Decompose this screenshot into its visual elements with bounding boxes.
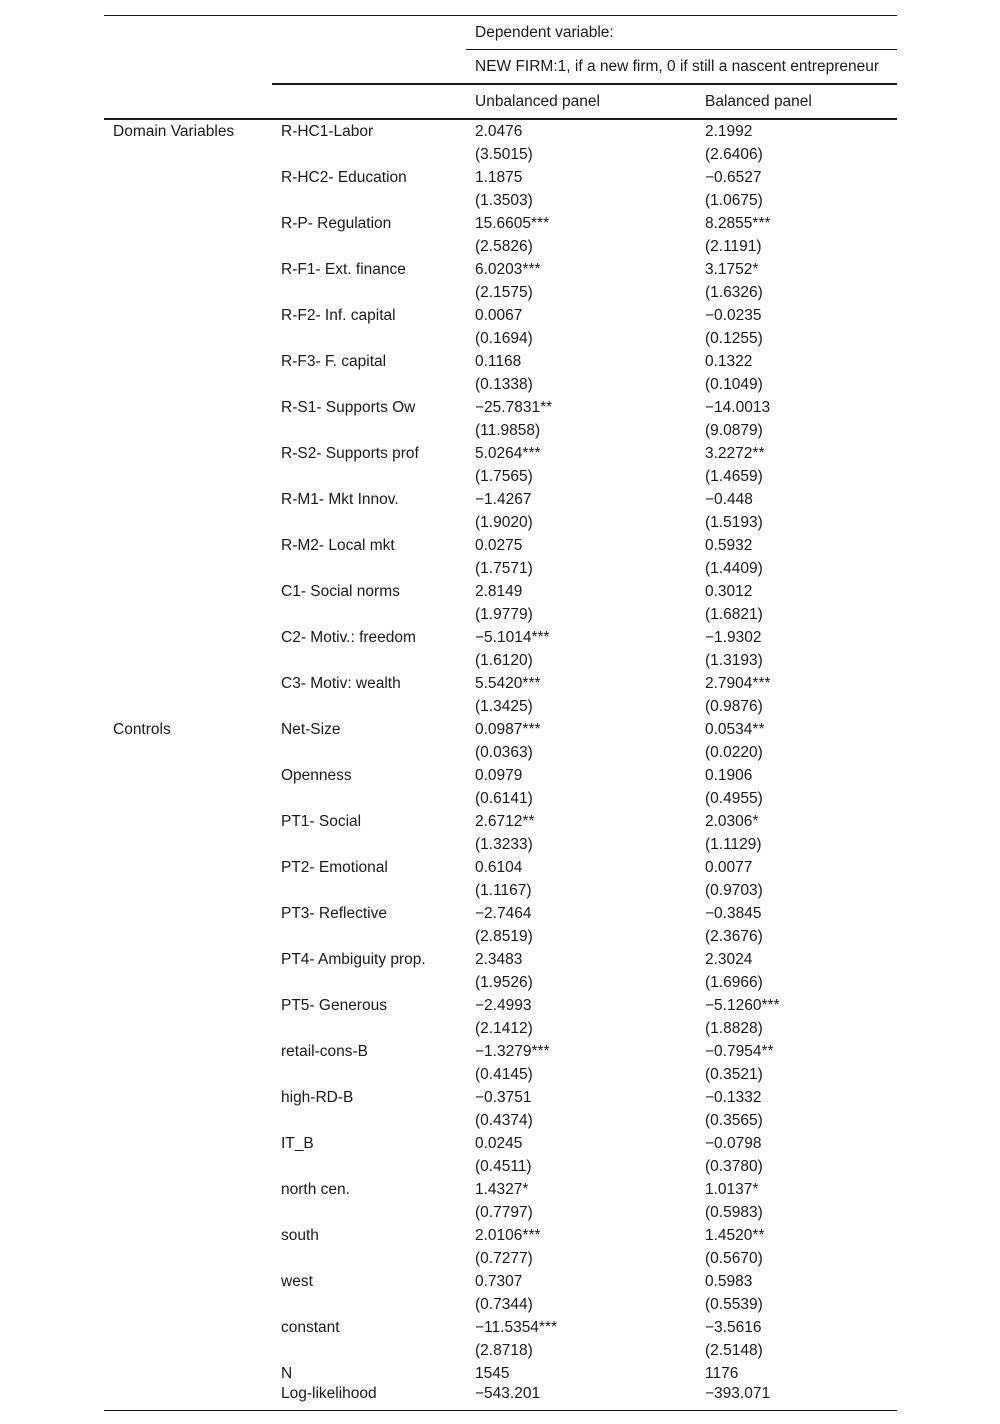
table-row: [104, 994, 897, 1017]
cell-unbalanced: (0.6141): [475, 789, 533, 807]
row-group-label: [104, 1247, 272, 1270]
row-variable-name: R-F3- F. capital: [281, 352, 387, 370]
table-row: [104, 281, 897, 304]
table-row: [104, 442, 897, 465]
dependent-variable-label: Dependent variable:: [466, 16, 897, 50]
table-row: [104, 327, 897, 350]
cell-balanced: −393.071: [696, 1385, 897, 1411]
cell-balanced: 0.3012: [705, 582, 753, 600]
cell-balanced: (0.1049): [705, 375, 763, 393]
cell-unbalanced: −1.4267: [475, 490, 532, 508]
row-group-label: [104, 258, 272, 281]
table-row: [104, 119, 897, 143]
cell-unbalanced: 6.0203***: [475, 260, 541, 278]
header-row-dependent-desc: [104, 50, 897, 85]
table-row: [104, 1132, 897, 1155]
cell-balanced: (1.6821): [705, 605, 763, 623]
table-row: [104, 557, 897, 580]
table-row: [104, 879, 897, 902]
row-group-label: [104, 166, 272, 189]
cell-balanced: (9.0879): [705, 421, 763, 439]
row-variable-name: [272, 971, 466, 994]
cell-balanced: 0.5983: [705, 1272, 753, 1290]
cell-unbalanced: (1.6120): [475, 651, 533, 669]
row-variable-name: retail-cons-B: [281, 1042, 368, 1060]
row-group-label: [104, 833, 272, 856]
row-group-label: [104, 1132, 272, 1155]
table-row: [104, 626, 897, 649]
row-variable-name: [272, 143, 466, 166]
cell-balanced: (0.1255): [705, 329, 763, 347]
table-row: [104, 1178, 897, 1201]
cell-balanced: (0.4955): [705, 789, 763, 807]
cell-balanced: −0.7954**: [705, 1042, 774, 1060]
row-variable-name: high-RD-B: [281, 1088, 354, 1106]
cell-unbalanced: −11.5354***: [475, 1318, 558, 1336]
row-variable-name: west: [281, 1272, 313, 1290]
cell-balanced: (1.0675): [705, 191, 763, 209]
table-row: [104, 902, 897, 925]
row-variable-name: [272, 1017, 466, 1040]
cell-unbalanced: (3.5015): [475, 145, 533, 163]
row-group-label: [104, 419, 272, 442]
cell-unbalanced: (1.7571): [475, 559, 533, 577]
table-row: [104, 1270, 897, 1293]
row-variable-name: R-P- Regulation: [281, 214, 392, 232]
row-variable-name: [272, 511, 466, 534]
cell-balanced: 0.1906: [705, 766, 753, 784]
row-group-label: [104, 1178, 272, 1201]
table-row: [104, 396, 897, 419]
cell-unbalanced: 15.6605***: [475, 214, 550, 232]
table-row: [104, 1017, 897, 1040]
row-variable-name: [272, 1201, 466, 1224]
header-empty-cell: [272, 84, 466, 119]
row-variable-name: [272, 879, 466, 902]
cell-balanced: 1.4520**: [705, 1226, 765, 1244]
row-group-label: [104, 1201, 272, 1224]
cell-balanced: (1.5193): [705, 513, 763, 531]
cell-unbalanced: (11.9858): [475, 421, 541, 439]
cell-unbalanced: 5.0264***: [475, 444, 541, 462]
header-row-dependent-label: [104, 16, 897, 50]
column-header-balanced: Balanced panel: [696, 84, 897, 119]
cell-balanced: (0.9703): [705, 881, 763, 899]
header-empty-cell: [104, 50, 272, 85]
row-variable-name: [272, 327, 466, 350]
row-variable-name: PT2- Emotional: [281, 858, 388, 876]
cell-unbalanced: 0.7307: [475, 1272, 523, 1290]
row-variable-name: [272, 419, 466, 442]
row-variable-name: C1- Social norms: [281, 582, 400, 600]
row-group-label: Domain Variables: [113, 122, 235, 140]
cell-balanced: −0.0798: [705, 1134, 762, 1152]
cell-unbalanced: 5.5420***: [475, 674, 541, 692]
row-group-label: [104, 672, 272, 695]
cell-unbalanced: (1.9526): [475, 973, 533, 991]
row-variable-name: Net-Size: [281, 720, 341, 738]
table-row: [104, 856, 897, 879]
cell-unbalanced: 2.3483: [475, 950, 523, 968]
row-group-label: [104, 1017, 272, 1040]
cell-unbalanced: 2.0476: [475, 122, 523, 140]
cell-unbalanced: (1.9779): [475, 605, 533, 623]
cell-balanced: −0.1332: [705, 1088, 762, 1106]
table-row: [104, 1155, 897, 1178]
cell-balanced: −0.3845: [705, 904, 762, 922]
row-group-label: [104, 373, 272, 396]
row-group-label: [104, 580, 272, 603]
table-row: [104, 511, 897, 534]
table-row: [104, 810, 897, 833]
row-group-label: [104, 810, 272, 833]
cell-unbalanced: (1.3425): [475, 697, 533, 715]
row-variable-name: [272, 741, 466, 764]
row-variable-name: [272, 189, 466, 212]
cell-balanced: 1.0137*: [705, 1180, 759, 1198]
row-variable-name: Log-likelihood: [272, 1385, 466, 1411]
cell-unbalanced: (1.7565): [475, 467, 533, 485]
cell-balanced: 0.0534**: [705, 720, 765, 738]
row-group-label: [104, 1293, 272, 1316]
row-group-label: [104, 143, 272, 166]
row-variable-name: N: [281, 1364, 293, 1382]
row-group-label: [104, 511, 272, 534]
cell-unbalanced: (2.8519): [475, 927, 533, 945]
table-row: [104, 488, 897, 511]
cell-balanced: (0.5539): [705, 1295, 763, 1313]
table-row: [104, 419, 897, 442]
cell-unbalanced: (1.3233): [475, 835, 533, 853]
table-row: [104, 672, 897, 695]
row-variable-name: PT1- Social: [281, 812, 362, 830]
row-variable-name: [272, 465, 466, 488]
cell-balanced: 2.3024: [705, 950, 753, 968]
table-row: [104, 1247, 897, 1270]
row-variable-name: constant: [281, 1318, 340, 1336]
table-row: [104, 304, 897, 327]
row-variable-name: PT5- Generous: [281, 996, 387, 1014]
row-variable-name: [272, 281, 466, 304]
row-variable-name: [272, 1109, 466, 1132]
cell-balanced: (2.6406): [705, 145, 763, 163]
cell-balanced: (1.3193): [705, 651, 763, 669]
cell-balanced: −0.448: [705, 490, 753, 508]
cell-unbalanced: −1.3279***: [475, 1042, 550, 1060]
row-group-label: Controls: [113, 720, 171, 738]
cell-unbalanced: −2.4993: [475, 996, 532, 1014]
table-row: [104, 1224, 897, 1247]
row-group-label: [104, 994, 272, 1017]
cell-balanced: (1.6326): [705, 283, 763, 301]
row-variable-name: [272, 603, 466, 626]
row-variable-name: [272, 1063, 466, 1086]
row-variable-name: [272, 1155, 466, 1178]
cell-unbalanced: (2.8718): [475, 1341, 533, 1359]
row-group-label: [104, 925, 272, 948]
row-group-label: [104, 1270, 272, 1293]
table-row: [104, 695, 897, 718]
row-group-label: [104, 442, 272, 465]
table-row: [104, 1339, 897, 1362]
cell-balanced: (0.3565): [705, 1111, 763, 1129]
cell-unbalanced: 0.0979: [475, 766, 523, 784]
header-empty-cell: [104, 16, 272, 50]
cell-unbalanced: (0.7797): [475, 1203, 533, 1221]
cell-unbalanced: −25.7831**: [475, 398, 553, 416]
cell-unbalanced: 0.0067: [475, 306, 523, 324]
cell-balanced: (0.3521): [705, 1065, 763, 1083]
row-group-label: [104, 557, 272, 580]
cell-balanced: 3.1752*: [705, 260, 759, 278]
cell-balanced: (1.8828): [705, 1019, 763, 1037]
row-group-label: [104, 1224, 272, 1247]
cell-unbalanced: 0.0275: [475, 536, 523, 554]
cell-unbalanced: 2.6712**: [475, 812, 535, 830]
cell-unbalanced: 1.1875: [475, 168, 523, 186]
header-empty-cell: [272, 16, 466, 50]
row-variable-name: PT3- Reflective: [281, 904, 387, 922]
row-group-label: [104, 396, 272, 419]
row-group-label: [104, 465, 272, 488]
cell-balanced: (2.1191): [705, 237, 762, 255]
table-row: [104, 1063, 897, 1086]
table-row: [104, 580, 897, 603]
row-group-label: [104, 764, 272, 787]
cell-balanced: (2.3676): [705, 927, 763, 945]
cell-unbalanced: 1545: [475, 1364, 510, 1382]
cell-unbalanced: 2.0106***: [475, 1226, 541, 1244]
cell-unbalanced: (0.1694): [475, 329, 533, 347]
row-variable-name: [272, 695, 466, 718]
row-group-label: [104, 649, 272, 672]
cell-unbalanced: (0.1338): [475, 375, 533, 393]
row-variable-name: [272, 649, 466, 672]
cell-balanced: (1.4409): [705, 559, 763, 577]
row-group-label: [104, 879, 272, 902]
table-row: [104, 534, 897, 557]
cell-unbalanced: (1.1167): [475, 881, 532, 899]
cell-balanced: 0.1322: [705, 352, 753, 370]
table-row: [104, 1293, 897, 1316]
row-variable-name: C3- Motiv: wealth: [281, 674, 401, 692]
cell-balanced: −0.6527: [705, 168, 762, 186]
table-row: [104, 1385, 897, 1411]
cell-balanced: (0.5983): [705, 1203, 763, 1221]
row-group-label: [104, 856, 272, 879]
table-row: [104, 1086, 897, 1109]
row-group-label: [104, 534, 272, 557]
cell-unbalanced: 0.0987***: [475, 720, 541, 738]
cell-unbalanced: (0.0363): [475, 743, 533, 761]
header-empty-cell: [104, 84, 272, 119]
cell-balanced: 2.7904***: [705, 674, 771, 692]
row-group-label: [104, 235, 272, 258]
header-row-columns: [104, 84, 897, 119]
cell-balanced: (0.5670): [705, 1249, 763, 1267]
row-variable-name: R-HC2- Education: [281, 168, 407, 186]
cell-unbalanced: 0.6104: [475, 858, 523, 876]
table-row: [104, 787, 897, 810]
regression-table: [104, 15, 897, 1411]
table-row: [104, 166, 897, 189]
cell-unbalanced: −0.3751: [475, 1088, 532, 1106]
cell-balanced: 1176: [705, 1364, 739, 1382]
row-variable-name: south: [281, 1226, 319, 1244]
row-variable-name: Openness: [281, 766, 352, 784]
table-header: [104, 16, 897, 120]
row-group-label: [104, 1063, 272, 1086]
cell-balanced: (0.3780): [705, 1157, 763, 1175]
cell-unbalanced: (0.7344): [475, 1295, 533, 1313]
table-row: [104, 258, 897, 281]
row-group-label: [104, 488, 272, 511]
cell-unbalanced: 1.4327*: [475, 1180, 529, 1198]
row-variable-name: [272, 1339, 466, 1362]
table-row: [104, 718, 897, 741]
row-variable-name: [272, 787, 466, 810]
row-variable-name: R-S1- Supports Ow: [281, 398, 416, 416]
row-group-label: [104, 741, 272, 764]
cell-unbalanced: (0.4511): [475, 1157, 532, 1175]
row-group-label: [104, 1086, 272, 1109]
row-group-label: [104, 327, 272, 350]
cell-balanced: −5.1260***: [705, 996, 780, 1014]
cell-balanced: (1.4659): [705, 467, 763, 485]
cell-balanced: 3.2272**: [705, 444, 765, 462]
cell-balanced: −14.0013: [705, 398, 771, 416]
table-row: [104, 189, 897, 212]
row-group-label: [104, 971, 272, 994]
cell-unbalanced: 0.1168: [475, 352, 522, 370]
row-variable-name: [272, 373, 466, 396]
cell-unbalanced: (0.4145): [475, 1065, 533, 1083]
dependent-variable-description: NEW FIRM:1, if a new firm, 0 if still a nascent entrepreneur: [466, 50, 897, 85]
cell-unbalanced: (2.1575): [475, 283, 533, 301]
row-variable-name: R-HC1-Labor: [281, 122, 374, 140]
cell-unbalanced: 2.8149: [475, 582, 523, 600]
row-group-label: [104, 902, 272, 925]
cell-unbalanced: 0.0245: [475, 1134, 523, 1152]
row-group-label: [104, 212, 272, 235]
cell-balanced: 0.5932: [705, 536, 753, 554]
cell-unbalanced: −543.201: [466, 1385, 696, 1411]
row-variable-name: [272, 235, 466, 258]
table-row: [104, 948, 897, 971]
cell-balanced: (1.1129): [705, 835, 762, 853]
cell-balanced: 8.2855***: [705, 214, 771, 232]
cell-balanced: (0.0220): [705, 743, 763, 761]
row-variable-name: R-F1- Ext. finance: [281, 260, 406, 278]
table-row: [104, 1201, 897, 1224]
table-row: [104, 350, 897, 373]
row-group-label: [104, 281, 272, 304]
row-group-label: [104, 1385, 272, 1411]
cell-unbalanced: (0.7277): [475, 1249, 533, 1267]
table-row: [104, 373, 897, 396]
cell-balanced: 2.0306*: [705, 812, 759, 830]
row-group-label: [104, 1339, 272, 1362]
row-variable-name: [272, 833, 466, 856]
row-group-label: [104, 1040, 272, 1063]
table-row: [104, 741, 897, 764]
row-group-label: [104, 1155, 272, 1178]
table-row: [104, 1109, 897, 1132]
row-variable-name: IT_B: [281, 1134, 314, 1152]
table-row: [104, 603, 897, 626]
row-group-label: [104, 787, 272, 810]
table-row: [104, 649, 897, 672]
cell-balanced: (2.5148): [705, 1341, 763, 1359]
row-group-label: [104, 304, 272, 327]
column-header-unbalanced: Unbalanced panel: [466, 84, 696, 119]
table-row: [104, 925, 897, 948]
row-variable-name: C2- Motiv.: freedom: [281, 628, 416, 646]
cell-unbalanced: (2.5826): [475, 237, 533, 255]
row-variable-name: [272, 925, 466, 948]
row-group-label: [104, 1362, 272, 1385]
row-group-label: [104, 1109, 272, 1132]
row-group-label: [104, 695, 272, 718]
row-group-label: [104, 948, 272, 971]
row-group-label: [104, 350, 272, 373]
row-variable-name: R-M2- Local mkt: [281, 536, 395, 554]
table-row: [104, 971, 897, 994]
row-group-label: [104, 189, 272, 212]
row-variable-name: R-S2- Supports prof: [281, 444, 419, 462]
table-row: [104, 235, 897, 258]
cell-balanced: 0.0077: [705, 858, 753, 876]
cell-balanced: −1.9302: [705, 628, 762, 646]
cell-unbalanced: (1.9020): [475, 513, 533, 531]
cell-balanced: −3.5616: [705, 1318, 762, 1336]
table-row: [104, 1040, 897, 1063]
row-variable-name: R-F2- Inf. capital: [281, 306, 396, 324]
cell-unbalanced: −5.1014***: [475, 628, 550, 646]
table-row: [104, 465, 897, 488]
table-row: [104, 764, 897, 787]
row-group-label: [104, 603, 272, 626]
cell-balanced: (0.9876): [705, 697, 763, 715]
header-empty-cell: [272, 50, 466, 85]
row-variable-name: [272, 1293, 466, 1316]
table-row: [104, 212, 897, 235]
cell-unbalanced: (1.3503): [475, 191, 533, 209]
row-variable-name: north cen.: [281, 1180, 350, 1198]
table-row: [104, 1316, 897, 1339]
cell-unbalanced: (2.1412): [475, 1019, 533, 1037]
row-variable-name: R-M1- Mkt Innov.: [281, 490, 399, 508]
row-group-label: [104, 626, 272, 649]
row-variable-name: [272, 1247, 466, 1270]
row-variable-name: PT4- Ambiguity prop.: [281, 950, 426, 968]
table-row: [104, 1362, 897, 1385]
cell-unbalanced: −2.7464: [475, 904, 532, 922]
table-body: [104, 119, 897, 1411]
cell-unbalanced: (0.4374): [475, 1111, 533, 1129]
row-group-label: [104, 1316, 272, 1339]
row-variable-name: [272, 557, 466, 580]
cell-balanced: 2.1992: [705, 122, 753, 140]
cell-balanced: −0.0235: [705, 306, 762, 324]
cell-balanced: (1.6966): [705, 973, 763, 991]
table-row: [104, 833, 897, 856]
table-row: [104, 143, 897, 166]
